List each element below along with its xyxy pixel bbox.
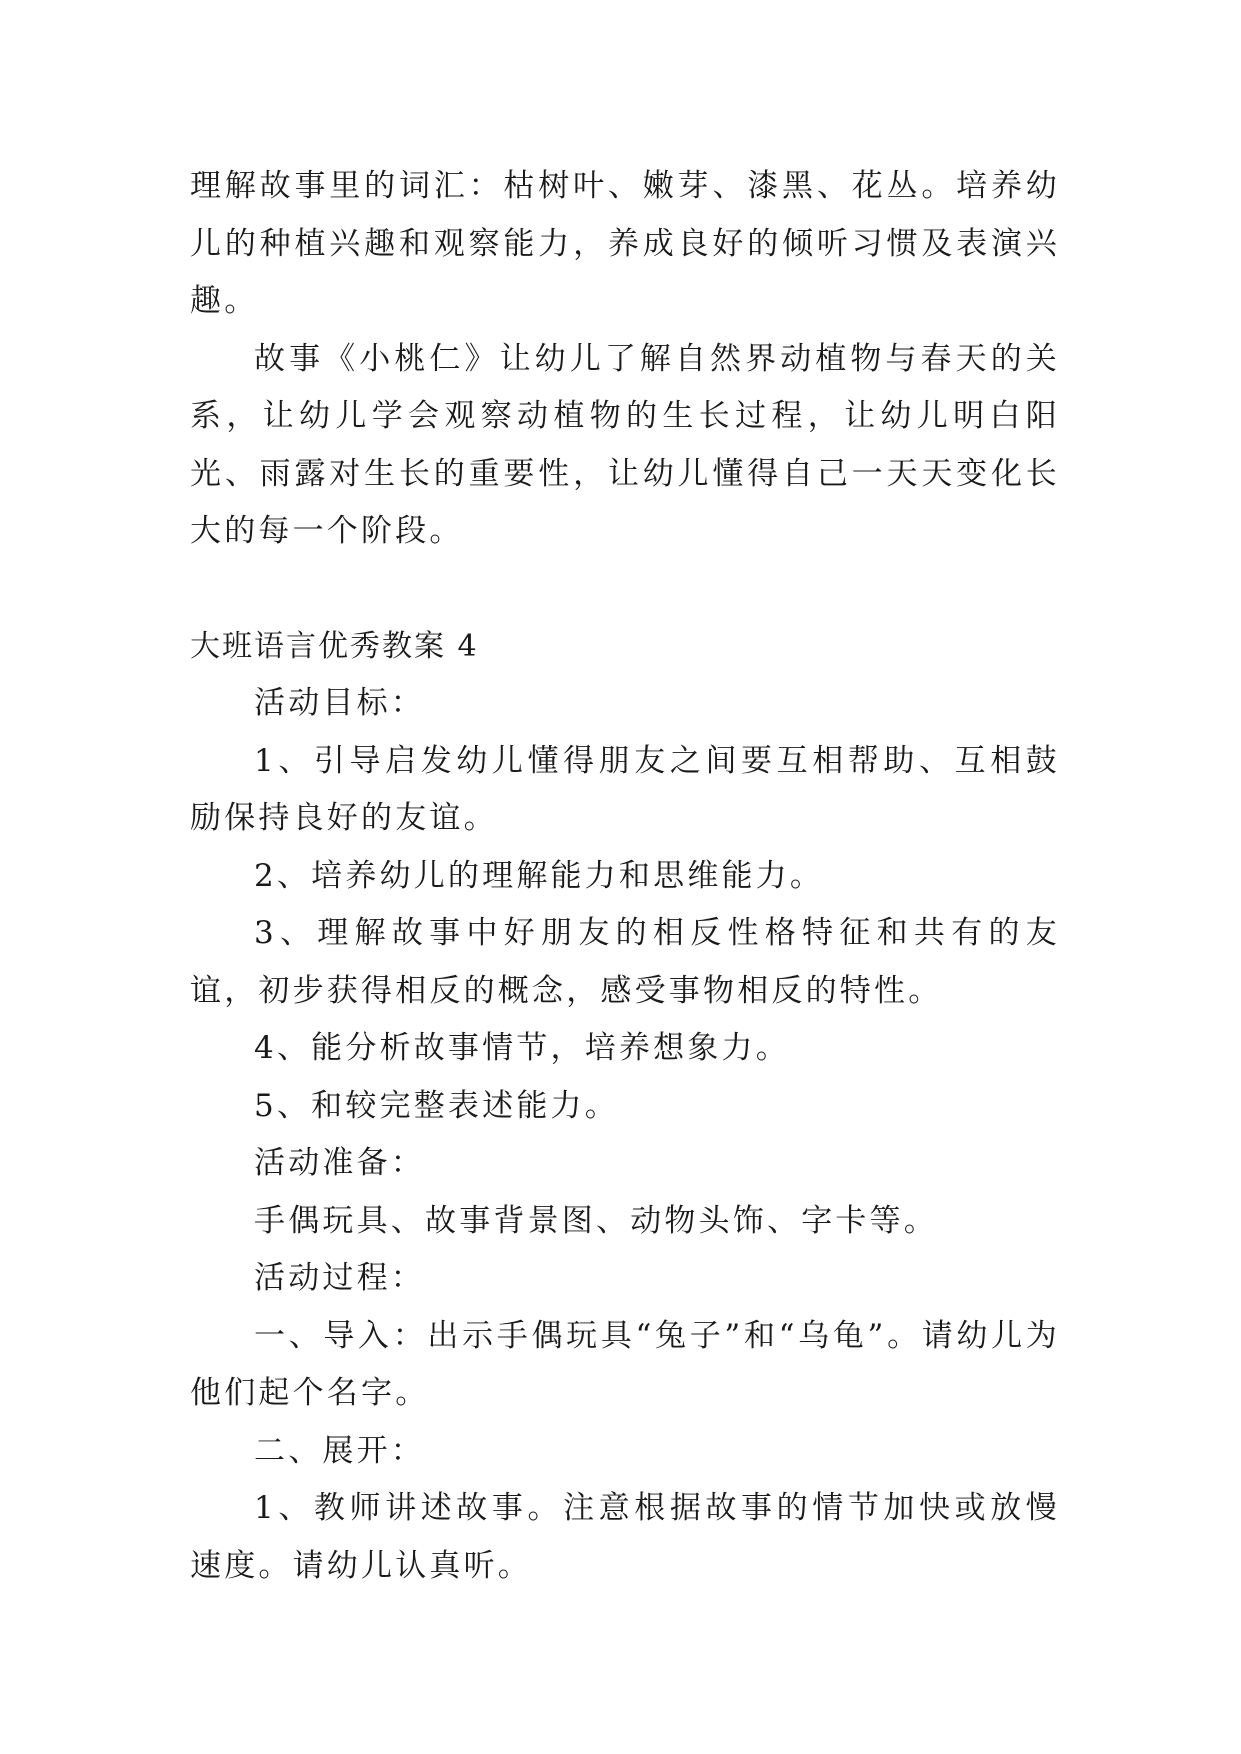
paragraph: 2、培养幼儿的理解能力和思维能力。 (254, 857, 825, 894)
paragraph: 手偶玩具、故事背景图、动物头饰、字卡等。 (254, 1202, 938, 1239)
paragraph: 活动目标： (254, 685, 425, 721)
paragraph: 活动过程： (254, 1260, 425, 1296)
paragraph: 一、导入：出示手偶玩具“兔子”和“乌龟”。请幼儿为他们起个名字。 (190, 1317, 1060, 1411)
paragraph: 理解故事里的词汇：枯树叶、嫩芽、漆黑、花丛。培养幼儿的种植兴趣和观察能力，养成良好的倾听习惯及表演兴趣。 (190, 168, 1060, 319)
paragraph: 5、和较完整表述能力。 (254, 1087, 619, 1124)
paragraph: 3、理解故事中好朋友的相反性格特征和共有的友谊，初步获得相反的概念，感受事物相反的特性。 (190, 915, 1060, 1009)
paragraph: 1、教师讲述故事。注意根据故事的情节加快或放慢速度。请幼儿认真听。 (190, 1490, 1060, 1584)
paragraph: 活动准备： (254, 1145, 425, 1181)
paragraph: 二、展开： (254, 1432, 425, 1469)
paragraph: 1、引导启发幼儿懂得朋友之间要互相帮助、互相鼓励保持良好的友谊。 (190, 742, 1060, 836)
paragraph: 4、能分析故事情节，培养想象力。 (254, 1030, 790, 1066)
section-title: 大班语言优秀教案 4 (190, 628, 479, 664)
paragraph: 故事《小桃仁》让幼儿了解自然界动植物与春天的关系，让幼儿学会观察动植物的生长过程，让幼儿明白阳光、雨露对生长的重要性，让幼儿懂得自己一天天变化长大的每一个阶段。 (190, 340, 1060, 549)
document-page (190, 158, 1060, 1595)
section-spacer (190, 561, 1060, 618)
